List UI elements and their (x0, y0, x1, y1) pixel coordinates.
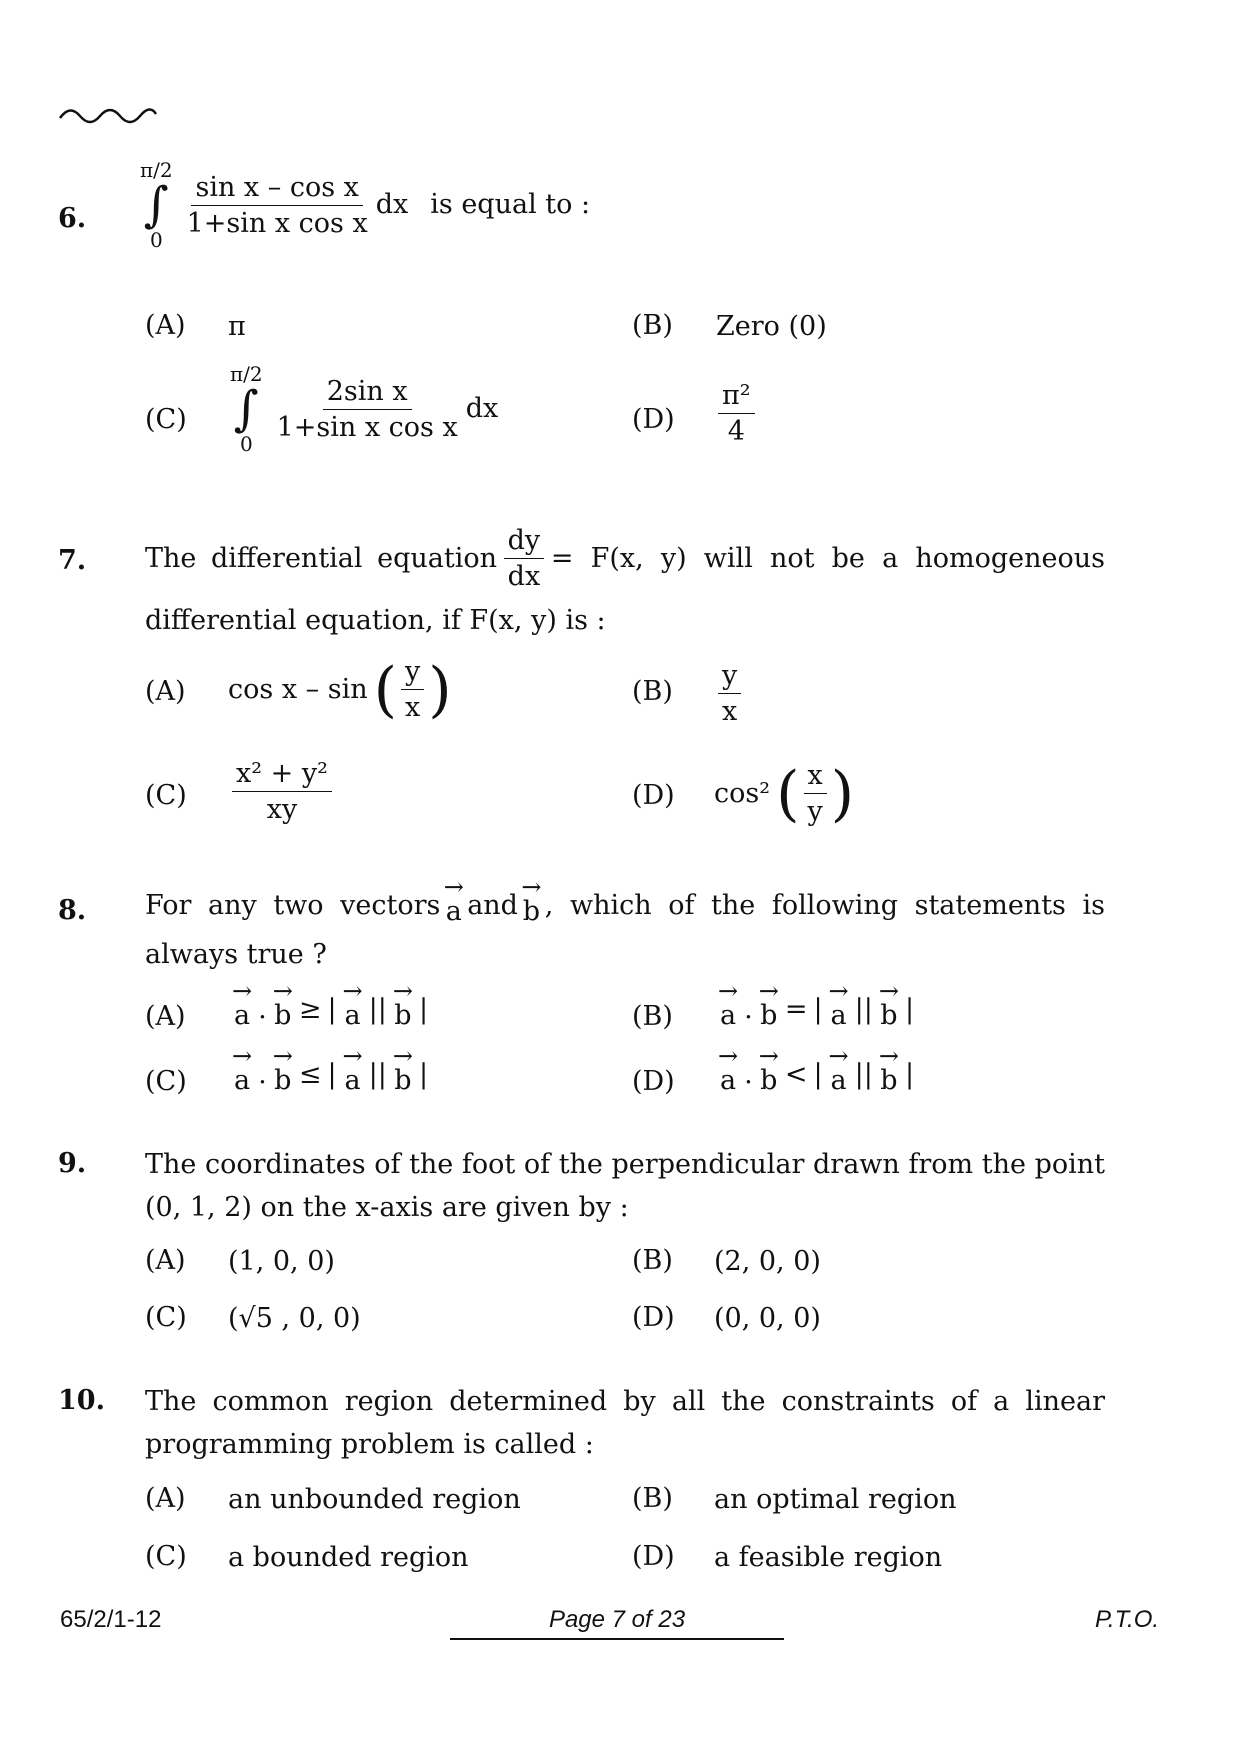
option-10D-text[interactable]: a feasible region (714, 1542, 943, 1573)
option-8D-label[interactable]: (D) (632, 1066, 675, 1097)
option-8D-expression[interactable]: → a . → b < | → a || → b | (718, 1042, 915, 1096)
option-9D-text[interactable]: (0, 0, 0) (714, 1303, 821, 1334)
option-7D-label[interactable]: (D) (632, 780, 675, 811)
header-ornament (58, 96, 158, 136)
option-9C-text[interactable]: (√5 , 0, 0) (228, 1303, 361, 1334)
integral-sign (140, 158, 173, 253)
paper-code: 65/2/1-12 (60, 1606, 162, 1633)
option-10C-label[interactable]: (C) (145, 1541, 187, 1572)
option-7C-expression[interactable]: $\frac{\text{x² + y²}}{xy}$ (228, 758, 336, 825)
question-8-line1: For any two vectors → a and → b , which of the following statements is (145, 873, 1105, 927)
option-7C-label[interactable]: (C) (145, 780, 187, 811)
question-number-7: 7. (58, 545, 87, 576)
question-7-line1: The differential equation $\frac{dy}{dx}$ = F(x, y) will not be a homogeneous (145, 525, 1105, 593)
question-7-line2: differential equation, if F(x, y) is : (145, 605, 606, 636)
integral-upper-limit: π/2 (140, 158, 173, 182)
option-10B-label[interactable]: (B) (632, 1483, 673, 1514)
option-7B-expression[interactable]: $\frac{y}{x}$ (714, 660, 745, 727)
option-6A-label[interactable]: (A) (145, 310, 186, 341)
integrand-fraction: $\frac{\text{sin x – cos x}}{\text{1+sin x cos x}}$ (186, 171, 368, 239)
integral-lower-limit: 0 (149, 228, 163, 253)
option-10D-label[interactable]: (D) (632, 1541, 675, 1572)
wave-icon (58, 96, 158, 136)
option-7D-expression[interactable]: cos² ( $\frac{x}{y}$ ) (714, 758, 855, 829)
option-7A-label[interactable]: (A) (145, 676, 186, 707)
option-8A-label[interactable]: (A) (145, 1001, 186, 1032)
option-7A-expression[interactable]: cos x – sin ( $\frac{y}{x}$ ) (228, 654, 452, 725)
option-6D-expression[interactable]: $\frac{\text{π²}}{4}$ (714, 380, 759, 447)
page-number: Page 7 of 23 (450, 1606, 784, 1640)
pto-label: P.T.O. (1095, 1606, 1160, 1633)
option-10A-label[interactable]: (A) (145, 1483, 186, 1514)
option-6C-label[interactable]: (C) (145, 404, 187, 435)
option-9A-label[interactable]: (A) (145, 1245, 186, 1276)
question-number-9: 9. (58, 1148, 87, 1179)
option-9A-text[interactable]: (1, 0, 0) (228, 1246, 335, 1277)
option-8A-expression[interactable]: → a . → b ≥ | → a || → b | (232, 977, 429, 1031)
option-9B-label[interactable]: (B) (632, 1245, 673, 1276)
question-6-stem (140, 158, 591, 253)
option-8B-expression[interactable]: → a . → b = | → a || → b | (718, 977, 915, 1031)
option-7B-label[interactable]: (B) (632, 676, 673, 707)
option-10A-text[interactable]: an unbounded region (228, 1484, 521, 1515)
question-9-line2: (0, 1, 2) on the x-axis are given by : (145, 1192, 629, 1223)
option-6B-label[interactable]: (B) (632, 310, 673, 341)
option-10B-text[interactable]: an optimal region (714, 1484, 957, 1515)
question-number-10: 10. (58, 1385, 105, 1416)
question-10-line2: programming problem is called : (145, 1429, 594, 1460)
vector-a: → a (443, 873, 464, 927)
differential: dx (375, 189, 409, 221)
question-10-line1: The common region determined by all the constraints of a linear (145, 1386, 1105, 1417)
vector-b: → b (521, 873, 542, 927)
question-number-8: 8. (58, 895, 87, 926)
option-9B-text[interactable]: (2, 0, 0) (714, 1246, 821, 1277)
option-9D-label[interactable]: (D) (632, 1302, 675, 1333)
option-8C-expression[interactable]: → a . → b ≤ | → a || → b | (232, 1042, 429, 1096)
option-10C-text[interactable]: a bounded region (228, 1542, 469, 1573)
option-9C-label[interactable]: (C) (145, 1302, 187, 1333)
option-6B-text[interactable]: Zero (0) (716, 311, 827, 342)
derivative-fraction: $\frac{dy}{dx}$ (504, 525, 545, 592)
question-number-6: 6. (58, 203, 87, 234)
integral-icon: ∫ (233, 381, 259, 437)
integral-icon: ∫ (143, 177, 169, 233)
option-8C-label[interactable]: (C) (145, 1066, 187, 1097)
integral-sign-c: π/2 ∫ 0 (230, 362, 263, 457)
question-9-line1: The coordinates of the foot of the perpendicular drawn from the point (145, 1149, 1105, 1180)
option-6A-text[interactable]: π (228, 311, 246, 342)
option-6D-label[interactable]: (D) (632, 404, 675, 435)
question-6-tail: is equal to : (430, 189, 591, 221)
question-8-line2: always true ? (145, 939, 327, 970)
option-6C-expression[interactable]: π/2 ∫ 0 $\frac{\text{2sin x}}{\text{1+sin x cos x}}$ dx (230, 362, 499, 457)
option-8B-label[interactable]: (B) (632, 1001, 673, 1032)
